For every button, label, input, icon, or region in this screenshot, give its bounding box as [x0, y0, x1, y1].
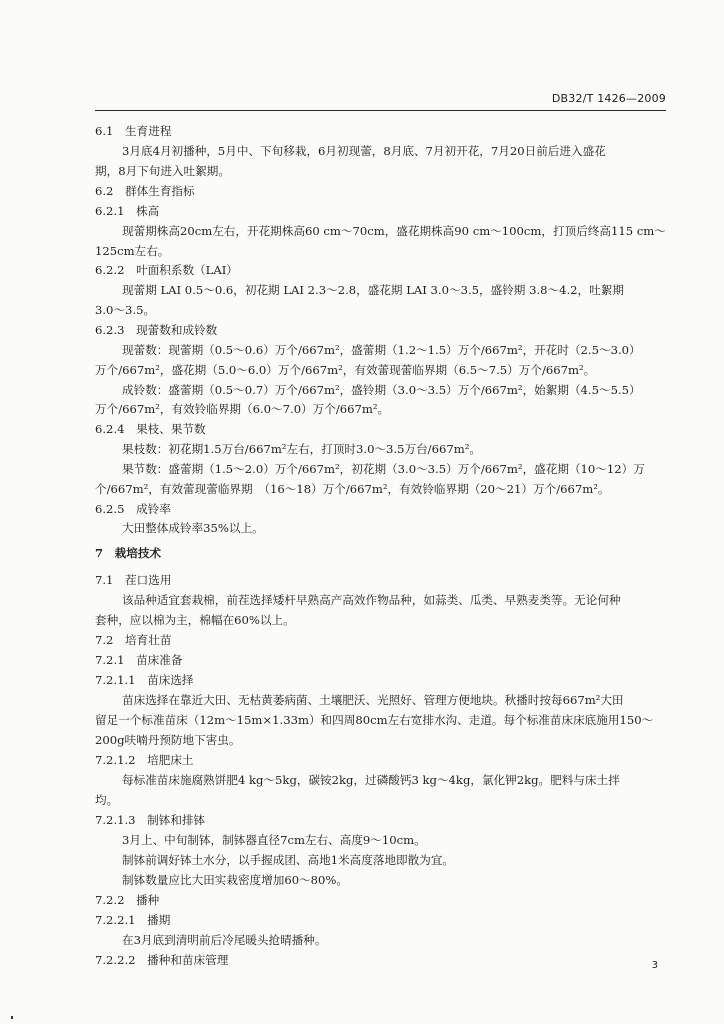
header-rule — [95, 110, 666, 111]
paragraph-line: 3月底4月初播种，5月中、下旬移栽，6月初现蕾，8月底、7月初开花，7月20日前后进入盛花 — [122, 144, 606, 158]
section-heading: 7.2.2 播种 — [95, 893, 160, 907]
section-heading: 7.2.2.1 播期 — [95, 913, 171, 927]
section-heading: 6.2 群体生育指标 — [95, 184, 195, 198]
scan-edge-mark — [11, 1016, 13, 1019]
section-heading: 6.2.2 叶面积系数（LAI） — [95, 263, 238, 277]
chapter-heading: 7 栽培技术 — [95, 546, 162, 560]
paragraph-line: 苗床选择在靠近大田、无枯黄萎病菌、土壤肥沃、光照好、管理方便地块。秋播时按每667m²大田 — [122, 693, 624, 707]
paragraph-line: 万个/667m²，盛花期（5.0～6.0）万个/667m²，有效蕾现蕾临界期（6.5～7.5）万个/667m²。 — [95, 363, 596, 377]
section-heading: 7.2.1 苗床准备 — [95, 653, 183, 667]
paragraph-line: 制钵前调好钵土水分，以手握成团、高地1米高度落地即散为宜。 — [122, 853, 455, 867]
paragraph-line: 均。 — [95, 793, 119, 807]
section-heading: 7.2.1.1 苗床选择 — [95, 673, 194, 687]
paragraph-line: 3月上、中旬制钵，制钵器直径7cm左右、高度9～10cm。 — [122, 833, 426, 847]
section-heading: 7.1 茬口选用 — [95, 573, 172, 587]
section-heading: 6.2.1 株高 — [95, 204, 160, 218]
section-heading: 7.2.1.2 培肥床土 — [95, 753, 194, 767]
section-heading: 7.2.2.2 播种和苗床管理 — [95, 953, 229, 967]
paragraph-line: 万个/667m²，有效铃临界期（6.0～7.0）万个/667m²。 — [95, 402, 390, 416]
paragraph-line: 制钵数量应比大田实栽密度增加60～80%。 — [122, 873, 349, 887]
paragraph-line: 期，8月下旬进入吐絮期。 — [95, 164, 230, 178]
section-heading: 7.2.1.3 制钵和排钵 — [95, 813, 206, 827]
paragraph-line: 套种，应以棉为主，棉幅在60%以上。 — [95, 613, 295, 627]
section-heading: 7.2 培育壮苗 — [95, 633, 172, 647]
paragraph-line: 大田整体成铃率35%以上。 — [122, 521, 264, 535]
paragraph-line: 3.0～3.5。 — [95, 303, 156, 317]
paragraph-line: 个/667m²，有效蕾现蕾临界期 （16～18）万个/667m²，有效铃临界期（20～21）万个/667m²。 — [95, 482, 610, 496]
paragraph-line: 果节数：盛蕾期（1.5～2.0）万个/667m²，初花期（3.0～3.5）万个/667m²，盛花期（10～12）万 — [122, 462, 645, 476]
paragraph-line: 该品种适宜套栽棉，前茬选择矮杆早熟高产高效作物品种，如蒜类、瓜类、早熟麦类等。无论何种 — [122, 593, 621, 607]
paragraph-line: 200g呋喃丹预防地下害虫。 — [95, 733, 241, 747]
paragraph-line: 现蕾期 LAI 0.5～0.6，初花期 LAI 2.3～2.8，盛花期 LAI 3.0～3.5，盛铃期 3.8～4.2，吐絮期 — [122, 283, 624, 297]
section-heading: 6.1 生育进程 — [95, 124, 172, 138]
paragraph-line: 在3月底到清明前后冷尾暖头抢晴播种。 — [122, 933, 327, 947]
section-heading: 6.2.4 果枝、果节数 — [95, 422, 206, 436]
paragraph-line: 现蕾数：现蕾期（0.5～0.6）万个/667m²，盛蕾期（1.2～1.5）万个/667m²，开花时（2.5～3.0） — [122, 343, 641, 357]
paragraph-line: 成铃数：盛蕾期（0.5～0.7）万个/667m²，盛铃期（3.0～3.5）万个/667m²，始絮期（4.5～5.5） — [122, 383, 641, 397]
paragraph-line: 果枝数：初花期1.5万台/667m²左右，打顶时3.0～3.5万台/667m²。 — [122, 442, 481, 456]
section-heading: 6.2.3 现蕾数和成铃数 — [95, 323, 218, 337]
standard-code: DB32/T 1426—2009 — [551, 92, 666, 105]
page-number: 3 — [651, 960, 658, 971]
paragraph-line: 每标准苗床施腐熟饼肥4 kg～5kg，碳铵2kg，过磷酸钙3 kg～4kg，氯化钾2kg。肥料与床土拌 — [122, 773, 620, 787]
paragraph-line: 留足一个标准苗床（12m～15m×1.33m）和四周80cm左右宽排水沟、走道。每个标准苗床床底施用150～ — [95, 713, 654, 727]
paragraph-line: 现蕾期株高20cm左右，开花期株高60 cm～70cm，盛花期株高90 cm～100cm，打顶后终高115 cm～ — [122, 224, 666, 238]
paragraph-line: 125cm左右。 — [95, 244, 170, 258]
section-heading: 6.2.5 成铃率 — [95, 502, 171, 516]
